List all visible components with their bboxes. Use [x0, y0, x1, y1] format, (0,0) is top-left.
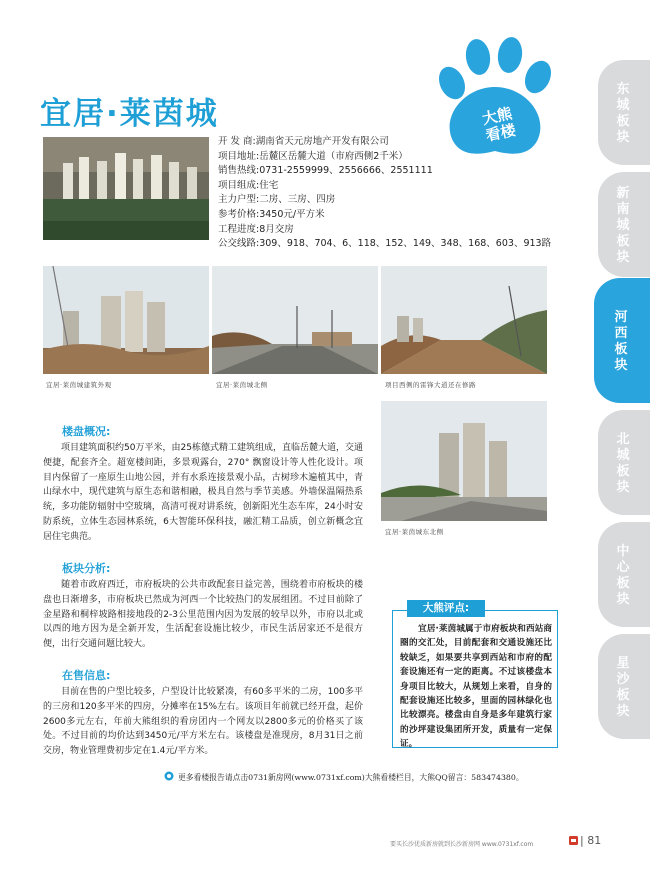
info-unit-types	[218, 193, 518, 208]
info-address	[218, 150, 518, 165]
badge-line2: 看楼	[484, 120, 518, 145]
info-value: 8月交房	[259, 223, 294, 235]
info-bus	[218, 237, 552, 252]
tab-label: 河西板块	[614, 310, 628, 373]
caption-photo4: 宜居·莱茵城东北侧	[385, 528, 444, 536]
tab-dongcheng[interactable]	[598, 60, 650, 165]
sand-table-photo	[43, 137, 209, 240]
info-progress	[218, 223, 518, 238]
sale-body: 目前在售的户型比较多，户型设计比较紧凑，有60多平米的二房，100多平的三房和120多平米的四房，分摊率在15%左右。该项目年前就已经开盘，起价2600多元左右，年前大熊组织的看房团内一个网友以2800多元的价格买了该处。不过目前的均价达到3450元/平方米左右。该楼盘是准现房，8月31日之前交房，物业管理费初步定在1.4元/平方米。	[43, 687, 363, 757]
tab-zhongxin[interactable]	[598, 522, 650, 627]
page-number: | 81	[580, 834, 602, 847]
info-label: 工程进度:	[218, 223, 260, 235]
info-label: 销售热线:	[218, 165, 260, 177]
photo-exterior	[43, 266, 209, 374]
caption-photo3: 项目西侧的雷锋大道还在修路	[385, 381, 476, 389]
tab-label: 北城板块	[616, 432, 630, 495]
info-value: 二房、三房、四房	[259, 194, 336, 206]
info-label: 公交线路:	[218, 238, 260, 250]
photo-road	[381, 266, 547, 374]
info-value: 3450元/平方米	[259, 208, 325, 220]
tab-label: 星沙板块	[616, 656, 630, 719]
info-value: 309、918、704、6、118、152、149、348、168、603、913路	[259, 238, 552, 250]
analysis-body: 随着市政府西迁，市府板块的公共市政配套日益完善，围绕着市府板块的楼盘也日渐增多，市府板块已然成为河西一个比较热门的发展组团。不过目前除了金星路和桐梓坡路相接地段的2-3公里范围内因为发展的较早以外，市府以北或以西的地方因为是全新开发，生活配套设施比较少，市民生活居家还不是很方便，出行交通问题比较大。	[43, 580, 363, 650]
badge-line1: 大熊	[480, 104, 514, 129]
logo-icon	[569, 836, 578, 845]
info-value: 岳麓区岳麓大道（市府西侧2千米）	[259, 150, 408, 162]
comment-body: 宜居·莱茵城属于市府板块和西站商圈的交汇处，目前配套和交通设施还比较缺乏，如果要共享到西站和市府的配套设施还有一定的距离。不过该楼盘本身项目比较大，从规划上来看，自身的配套设施还比较多，里面的园林绿化也比较漂亮。楼盘由自身是多年建筑行家的沙坪建设集团所开发，质量有一定保证。	[400, 624, 552, 750]
info-composition	[218, 179, 518, 194]
tab-beicheng[interactable]	[598, 410, 650, 515]
info-value: 0731-2559999、2556666、2551111	[259, 165, 433, 177]
tab-label: 新南城板块	[616, 186, 630, 265]
tab-label: 中心板块	[616, 544, 630, 607]
info-value: 住宅	[259, 179, 279, 191]
photo-northeast	[381, 401, 547, 521]
tab-xinnancheng[interactable]	[598, 172, 650, 277]
sale-heading: 在售信息:	[62, 669, 111, 682]
info-hotline	[218, 164, 518, 179]
overview-text	[43, 441, 363, 545]
info-value: 湖南省天元房地产开发有限公司	[255, 136, 389, 147]
info-label: 项目组成:	[218, 179, 260, 191]
info-label: 主力户型:	[218, 194, 260, 206]
info-label: 项目地址:	[218, 150, 260, 162]
caption-photo1: 宜居·莱茵城建筑外观	[46, 381, 112, 389]
info-label: 开 发 商:	[218, 136, 256, 147]
tab-label: 东城板块	[616, 82, 630, 145]
overview-body: 项目建筑面积约50万平米，由25栋德式精工建筑组成，直临岳麓大道，交通便捷，配套齐全。超宽楼间距，多景观露台，270° 飘窗设计等人性化设计。项目内保留了一座原生山地公园，并有水系连接景观小品，古树珍木遍植其中，青山绿水中，现代建筑与原生态和谐相融，极具自然与季节美感。外墙保温隔热系统，多功能防辐射中空玻璃，高清可视对讲系统，创新阳光生态车库，24小时安防系统，立体生态园林系统，6大智能环保科技，融汇精工品质，创立新概念宜居住宅典范。	[43, 443, 363, 542]
page-title: 宜居·莱茵城	[40, 96, 219, 132]
page-number-value: 81	[587, 834, 602, 847]
bullet-icon	[164, 771, 174, 781]
info-developer	[218, 135, 518, 150]
sale-text	[43, 685, 363, 759]
footer-note: 更多看楼报告请点击0731新房网(www.0731xf.com)大熊看楼栏目，大熊QQ留言：583474380。	[178, 773, 524, 782]
tab-xingsha[interactable]	[598, 634, 650, 739]
analysis-text	[43, 578, 363, 652]
overview-heading: 楼盘概况:	[62, 425, 111, 438]
page-footer: 要买长沙优质新房就到长沙新房网 www.0731xf.com	[390, 841, 534, 848]
caption-photo2: 宜居·莱茵城北侧	[216, 381, 268, 389]
analysis-heading: 板块分析:	[62, 562, 111, 575]
comment-text	[400, 622, 552, 752]
info-label: 参考价格:	[218, 208, 260, 220]
comment-heading: 大熊评点:	[407, 600, 485, 617]
photo-north	[212, 266, 378, 374]
tab-hexi[interactable]	[594, 278, 650, 403]
project-info	[218, 135, 552, 252]
info-price	[218, 208, 518, 223]
